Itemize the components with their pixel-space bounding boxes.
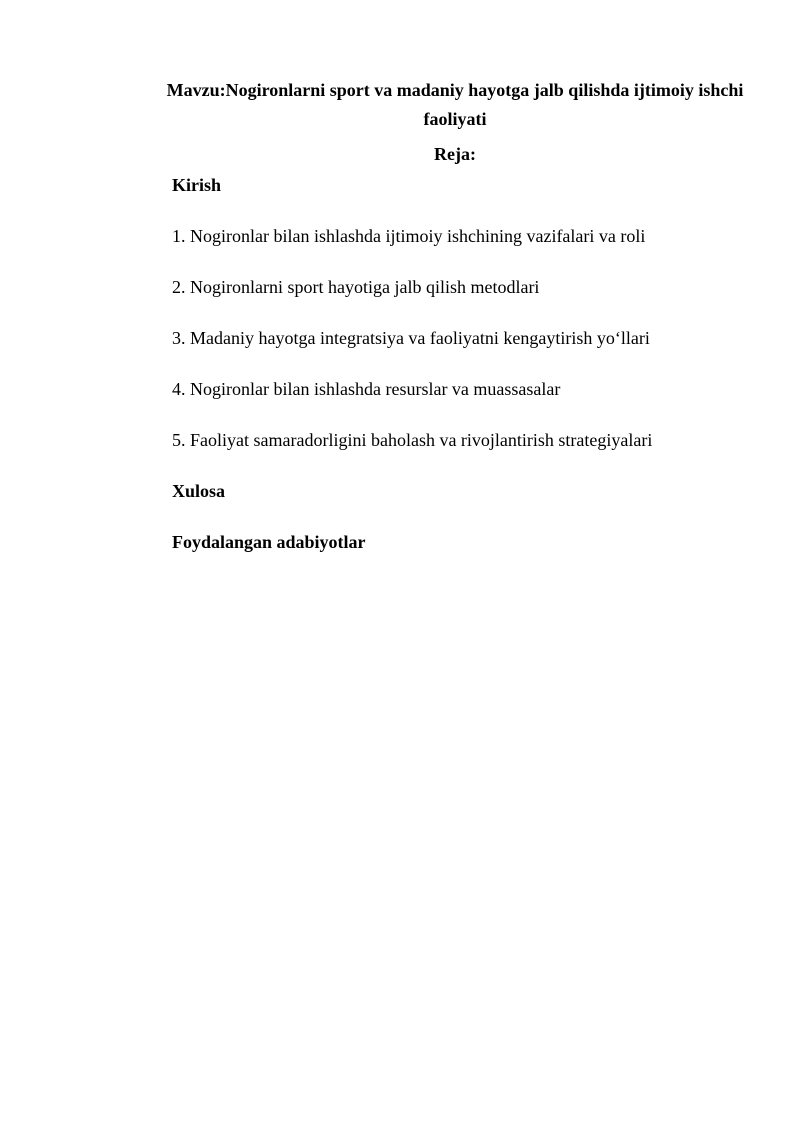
plan-item-5: 5. Faoliyat samaradorligini baholash va rivojlantirish strategiyalari bbox=[172, 430, 653, 450]
plan-list bbox=[172, 172, 772, 580]
plan-item-1: 1. Nogironlar bilan ishlashda ijtimoiy ishchining vazifalari va roli bbox=[172, 226, 646, 246]
plan-item-references: Foydalangan adabiyotlar bbox=[172, 532, 366, 552]
document-title: Mavzu:Nogironlarni sport va madaniy hayotga jalb qilishda ijtimoiy ishchi faoliyati bbox=[166, 80, 744, 129]
plan-item-3: 3. Madaniy hayotga integratsiya va faoliyatni kengaytirish yo‘llari bbox=[172, 328, 650, 348]
plan-item-conclusion: Xulosa bbox=[172, 481, 226, 501]
plan-item-4: 4. Nogironlar bilan ishlashda resurslar va muassasalar bbox=[172, 379, 561, 399]
plan-item-introduction: Kirish bbox=[172, 175, 222, 195]
plan-heading: Reja: bbox=[434, 144, 476, 164]
plan-item-2: 2. Nogironlarni sport hayotiga jalb qilish metodlari bbox=[172, 277, 540, 297]
